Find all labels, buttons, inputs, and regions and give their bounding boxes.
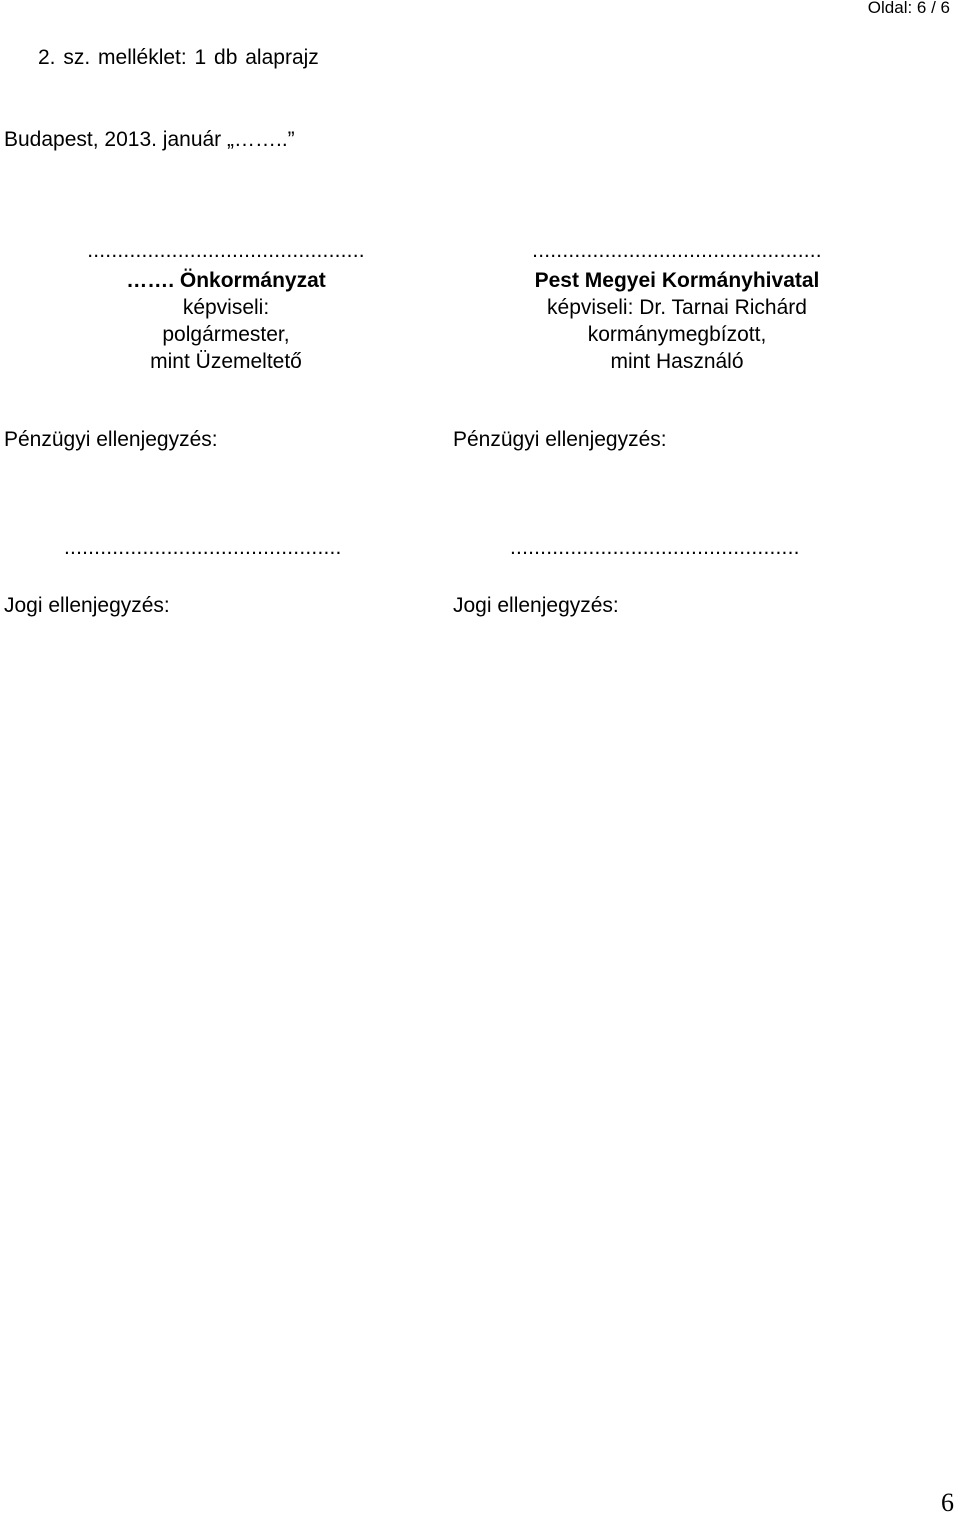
- signature-represented-right: képviseli: Dr. Tarnai Richárd: [547, 296, 807, 319]
- signature-title-left: ……. Önkormányzat: [126, 269, 326, 292]
- financial-countersign-right: Pénzügyi ellenjegyzés:: [453, 428, 667, 451]
- signature-line-left: ..............................................: [64, 536, 342, 559]
- financial-countersign-left: Pénzügyi ellenjegyzés:: [4, 428, 218, 451]
- signature-role-right: kormánymegbízott,: [587, 323, 767, 346]
- signature-title-right: Pest Megyei Kormányhivatal: [534, 269, 820, 292]
- legal-countersign-right: Jogi ellenjegyzés:: [453, 594, 619, 617]
- signature-role-left: polgármester,: [162, 323, 290, 346]
- signature-represented-left: képviseli:: [182, 296, 270, 319]
- signature-capacity-left: mint Üzemeltető: [150, 350, 302, 373]
- annex-line: 2. sz. melléklet: 1 db alaprajz: [38, 46, 319, 69]
- page-number: 6: [941, 1488, 954, 1517]
- signature-dots-left: ..............................................: [87, 239, 365, 262]
- page-indicator: Oldal: 6 / 6: [867, 0, 950, 17]
- signature-capacity-right: mint Használó: [610, 350, 744, 373]
- signature-line-right: ................................................: [510, 536, 800, 559]
- signature-dots-right: ................................................: [532, 239, 822, 262]
- signature-block-right: [457, 240, 897, 375]
- place-date: Budapest, 2013. január „……..”: [4, 128, 295, 151]
- legal-countersign-left: Jogi ellenjegyzés:: [4, 594, 170, 617]
- signature-block-left: [6, 240, 446, 375]
